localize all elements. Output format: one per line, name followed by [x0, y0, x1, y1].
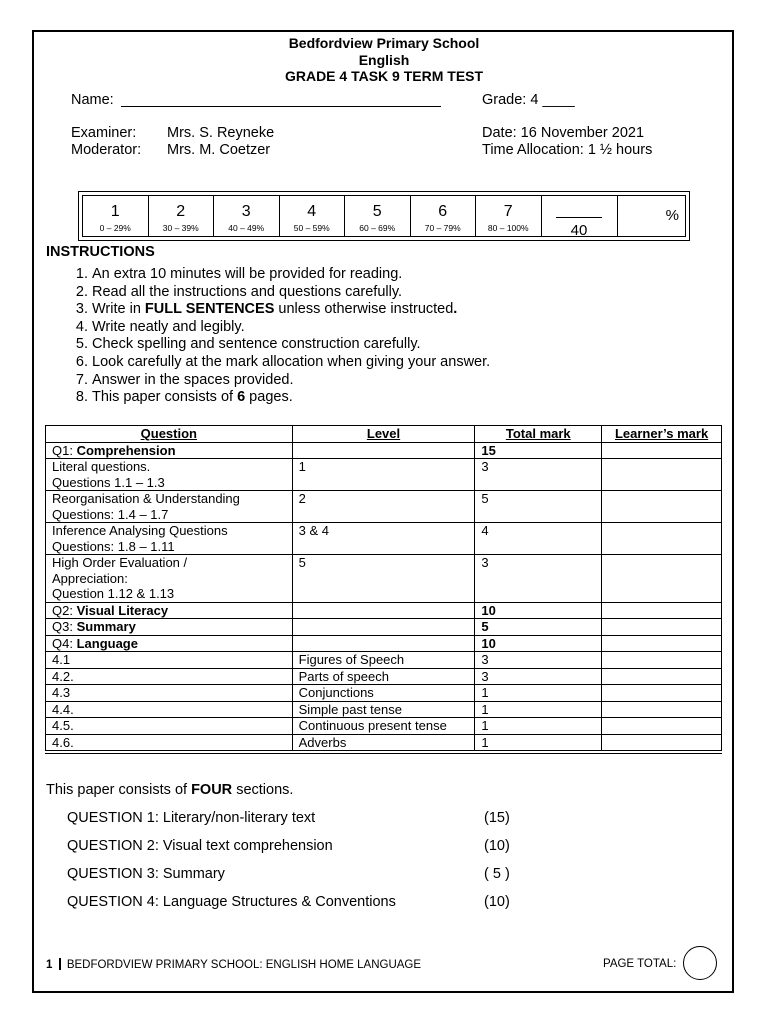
learner-mark-cell[interactable] — [602, 555, 722, 603]
section-divider — [45, 753, 722, 754]
table-row — [46, 459, 722, 491]
instruction-item: 7. Answer in the spaces provided. — [92, 372, 692, 390]
exam-date: Date: 16 November 2021 — [482, 125, 645, 141]
section-label: QUESTION 1: Literary/non-literary text — [67, 810, 316, 826]
column-header: Total mark — [475, 426, 602, 443]
learner-mark-cell[interactable] — [602, 442, 722, 459]
time-allocation: Time Allocation: 1 ½ hours — [482, 142, 653, 158]
table-row — [46, 635, 722, 652]
section-name: Language — [76, 635, 138, 651]
level-cell: 5 — [292, 555, 475, 603]
level-range: 60 – 69% — [359, 223, 396, 233]
total-mark-cell: 5 — [475, 491, 602, 523]
table-row — [46, 734, 722, 751]
question-cell: Q2: Visual Literacy — [46, 602, 293, 619]
question-cell: 4.1 — [46, 652, 293, 669]
instruction-text: This paper consists of 6 pages. — [92, 389, 293, 406]
name-line[interactable] — [121, 106, 441, 107]
section-marks: (10) — [484, 894, 510, 910]
score-cell[interactable] — [542, 196, 618, 239]
question-cell: 4.4. — [46, 701, 293, 718]
total-mark-cell: 15 — [475, 442, 602, 459]
level-cell — [292, 619, 475, 636]
learner-mark-cell[interactable] — [602, 734, 722, 751]
section-name: Visual Literacy — [76, 602, 169, 618]
level-cell: 1 — [292, 459, 475, 491]
level-cell — [476, 196, 542, 236]
instruction-item: 5. Check spelling and sentence construction carefully. — [92, 336, 692, 354]
level-range: 50 – 59% — [293, 223, 330, 233]
question-cell: Q1: Comprehension — [46, 442, 293, 459]
level-cell — [292, 442, 475, 459]
learner-mark-cell[interactable] — [602, 459, 722, 491]
level-cell: 3 & 4 — [292, 523, 475, 555]
percent-symbol: % — [665, 207, 679, 224]
section-marks: (10) — [484, 838, 510, 854]
marks-table — [45, 425, 722, 751]
level-bar — [78, 191, 690, 241]
level-number: 1 — [110, 203, 120, 220]
table-row — [46, 701, 722, 718]
level-range: 0 – 29% — [99, 223, 131, 233]
section-marks: (15) — [484, 810, 510, 826]
section-name: Comprehension — [76, 442, 176, 458]
sections-intro-bold: FOUR — [191, 782, 233, 798]
column-header: Question — [46, 426, 293, 443]
total-mark-cell: 5 — [475, 619, 602, 636]
total-mark-cell: 1 — [475, 685, 602, 702]
learner-mark-cell[interactable] — [602, 523, 722, 555]
level-cell — [214, 196, 280, 236]
sections-intro-post: sections. — [232, 782, 294, 798]
footer-left — [46, 958, 421, 971]
level-cell — [83, 196, 149, 236]
level-cell — [292, 635, 475, 652]
level-cell: Continuous present tense — [292, 718, 475, 735]
level-cell — [292, 602, 475, 619]
question-cell: 4.2. — [46, 668, 293, 685]
emphasis-text: FULL SENTENCES — [144, 301, 275, 318]
question-cell: Inference Analysing Questions Questions: 1.8 – 1.11 — [46, 523, 293, 555]
learner-mark-cell[interactable] — [602, 701, 722, 718]
column-header: Learner’s mark — [602, 426, 722, 443]
level-number: 3 — [241, 203, 251, 220]
table-row — [46, 555, 722, 603]
subject-title: English — [358, 52, 410, 68]
learner-mark-cell[interactable] — [602, 718, 722, 735]
section-label: QUESTION 4: Language Structures & Conventions — [67, 894, 396, 910]
total-mark-cell: 3 — [475, 459, 602, 491]
moderator-label: Moderator: — [71, 142, 142, 158]
level-range: 80 – 100% — [487, 223, 529, 233]
question-cell: Reorganisation & Understanding Questions: 1.4 – 1.7 — [46, 491, 293, 523]
learner-mark-cell[interactable] — [602, 668, 722, 685]
total-mark-cell: 3 — [475, 652, 602, 669]
learner-mark-cell[interactable] — [602, 491, 722, 523]
table-row — [46, 718, 722, 735]
total-mark-cell: 10 — [475, 602, 602, 619]
section-label: QUESTION 2: Visual text comprehension — [67, 838, 333, 854]
question-cell: 4.5. — [46, 718, 293, 735]
table-row — [46, 442, 722, 459]
name-label: Name: — [71, 92, 114, 108]
table-row — [46, 602, 722, 619]
marks-table-body — [46, 442, 722, 751]
level-cell: Simple past tense — [292, 701, 475, 718]
page-total-label: PAGE TOTAL: — [603, 958, 677, 970]
level-number: 4 — [307, 203, 317, 220]
level-cell: 2 — [292, 491, 475, 523]
level-number: 7 — [503, 203, 513, 220]
learner-mark-cell[interactable] — [602, 635, 722, 652]
section-marks: ( 5 ) — [484, 866, 510, 882]
table-row — [46, 619, 722, 636]
level-range: 70 – 79% — [424, 223, 461, 233]
table-row — [46, 685, 722, 702]
examiner-label: Examiner: — [71, 125, 137, 141]
level-cell — [411, 196, 477, 236]
level-cell: Figures of Speech — [292, 652, 475, 669]
question-cell: 4.6. — [46, 734, 293, 751]
learner-mark-cell[interactable] — [602, 652, 722, 669]
level-cell — [280, 196, 346, 236]
table-header-row — [46, 426, 722, 443]
instruction-item — [92, 389, 692, 407]
section-name: Summary — [76, 619, 136, 634]
table-row — [46, 523, 722, 555]
learner-mark-cell[interactable] — [602, 619, 722, 636]
instructions-list — [46, 266, 692, 407]
learner-mark-cell[interactable] — [602, 602, 722, 619]
question-cell: Q3: Summary — [46, 619, 293, 636]
instruction-item: 2. Read all the instructions and questions carefully. — [92, 284, 692, 302]
level-cell: Parts of speech — [292, 668, 475, 685]
grade-label: Grade: 4 ____ — [482, 92, 575, 108]
instruction-item: 1. An extra 10 minutes will be provided for reading. — [92, 266, 692, 284]
page-total-circle[interactable] — [683, 946, 717, 980]
footer-separator — [59, 958, 61, 970]
total-mark-cell: 3 — [475, 555, 602, 603]
emphasis-text: . — [453, 301, 458, 318]
total-mark-cell: 1 — [475, 734, 602, 751]
level-range: 40 – 49% — [228, 223, 265, 233]
instruction-text: Write in FULL SENTENCES unless otherwise instructed. — [92, 301, 458, 318]
examiner-name: Mrs. S. Reyneke — [167, 125, 275, 141]
score-fraction-line — [556, 217, 602, 218]
level-range: 30 – 39% — [162, 223, 199, 233]
sections-intro — [46, 782, 293, 798]
moderator-name: Mrs. M. Coetzer — [167, 142, 271, 158]
column-header: Level — [292, 426, 475, 443]
learner-mark-cell[interactable] — [602, 685, 722, 702]
percent-cell[interactable] — [618, 196, 686, 236]
table-row — [46, 491, 722, 523]
level-cell: Adverbs — [292, 734, 475, 751]
table-row — [46, 668, 722, 685]
instruction-item — [92, 301, 692, 319]
emphasis-text: 6 — [237, 389, 246, 406]
question-cell: 4.3 — [46, 685, 293, 702]
test-title: GRADE 4 TASK 9 TERM TEST — [284, 68, 484, 84]
table-row — [46, 652, 722, 669]
level-cell: Conjunctions — [292, 685, 475, 702]
question-cell: High Order Evaluation / Appreciation: Question 1.12 & 1.13 — [46, 555, 293, 603]
total-mark-cell: 10 — [475, 635, 602, 652]
total-mark-cell: 4 — [475, 523, 602, 555]
school-name: Bedfordview Primary School — [288, 35, 480, 51]
instructions-title: INSTRUCTIONS — [46, 244, 155, 260]
total-mark-cell: 3 — [475, 668, 602, 685]
section-label: QUESTION 3: Summary — [67, 866, 225, 882]
question-cell: Literal questions. Questions 1.1 – 1.3 — [46, 459, 293, 491]
footer-text: BEDFORDVIEW PRIMARY SCHOOL: ENGLISH HOME LANGUAGE — [66, 959, 422, 971]
score-total: 40 — [570, 222, 588, 239]
level-cell — [345, 196, 411, 236]
sections-intro-pre: This paper consists of — [46, 782, 192, 798]
level-number: 5 — [372, 203, 382, 220]
instruction-item: 6. Look carefully at the mark allocation when giving your answer. — [92, 354, 692, 372]
total-mark-cell: 1 — [475, 701, 602, 718]
question-cell: Q4: Language — [46, 635, 293, 652]
level-number: 6 — [438, 203, 448, 220]
total-mark-cell: 1 — [475, 718, 602, 735]
level-cell — [149, 196, 215, 236]
page-number: 1 — [46, 959, 53, 971]
level-number: 2 — [176, 203, 186, 220]
instruction-item: 4. Write neatly and legibly. — [92, 319, 692, 337]
